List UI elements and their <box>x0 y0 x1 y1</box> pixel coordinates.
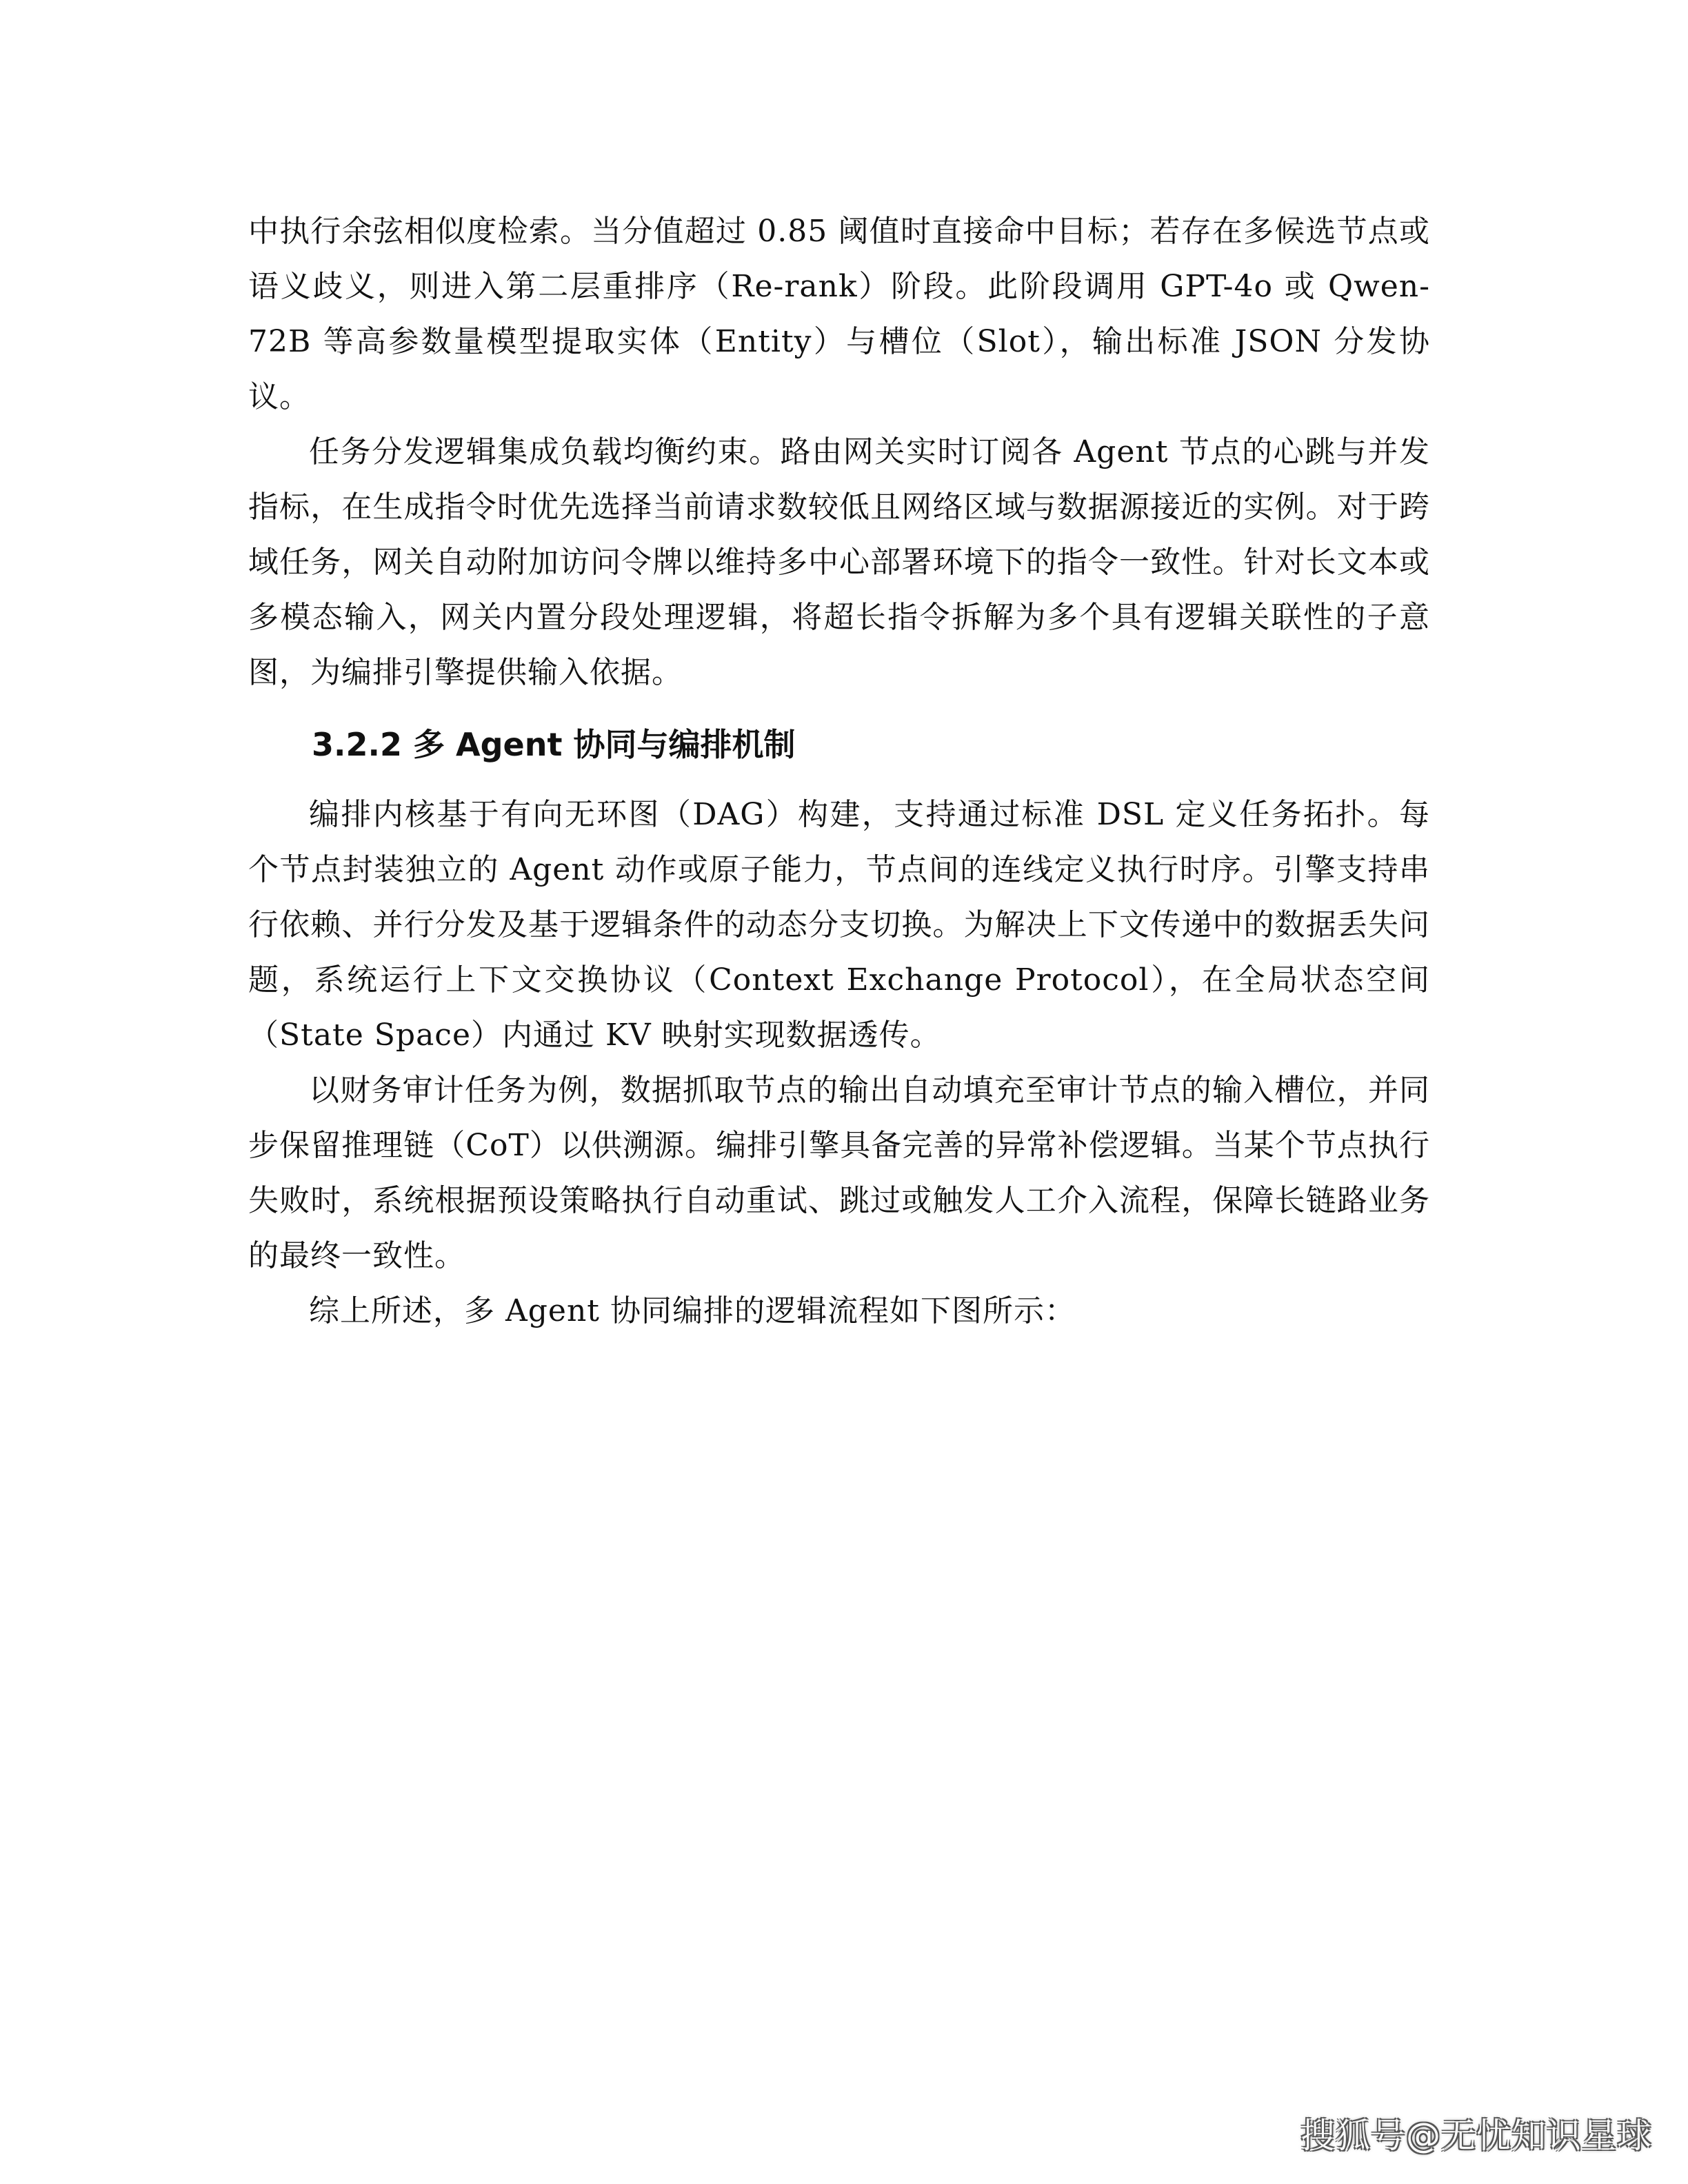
document-body <box>248 204 1430 1339</box>
paragraph-dag-orchestration: 编排内核基于有向无环图（DAG）构建，支持通过标准 DSL 定义任务拓扑。每个节点封装独立的 Agent 动作或原子能力，节点间的连线定义执行时序。引擎支持串行依赖、并行分发及基于逻辑条件的动态分支切换。为解决上下文传递中的数据丢失问题，系统运行上下文交换协议（Context Exchange Protocol），在全局状态空间（State Space）内通过 KV 映射实现数据透传。 <box>248 797 1430 1053</box>
paragraph-audit-example: 以财务审计任务为例，数据抓取节点的输出自动填充至审计节点的输入槽位，并同步保留推理链（CoT）以供溯源。编排引擎具备完善的异常补偿逻辑。当某个节点执行失败时，系统根据预设策略执行自动重试、跳过或触发人工介入流程，保障长链路业务的最终一致性。 <box>248 1073 1430 1273</box>
paragraph-task-dispatch: 任务分发逻辑集成负载均衡约束。路由网关实时订阅各 Agent 节点的心跳与并发指标，在生成指令时优先选择当前请求数较低且网络区域与数据源接近的实例。对于跨域任务，网关自动附加访问令牌以维持多中心部署环境下的指令一致性。针对长文本或多模态输入，网关内置分段处理逻辑，将超长指令拆解为多个具有逻辑关联性的子意图，为编排引擎提供输入依据。 <box>248 434 1430 690</box>
source-watermark: 搜狐号@无忧知识星球 <box>1300 2116 1652 2156</box>
paragraph-retrieval-rerank: 中执行余弦相似度检索。当分值超过 0.85 阈值时直接命中目标；若存在多候选节点或语义歧义，则进入第二层重排序（Re-rank）阶段。此阶段调用 GPT-4o 或 Qwen-72B 等高参数量模型提取实体（Entity）与槽位（Slot），输出标准 JSON 分发协议。 <box>248 214 1430 414</box>
paragraph-summary: 综上所述，多 Agent 协同编排的逻辑流程如下图所示： <box>309 1293 1076 1328</box>
section-heading: 3.2.2 多 Agent 协同与编排机制 <box>312 726 796 763</box>
